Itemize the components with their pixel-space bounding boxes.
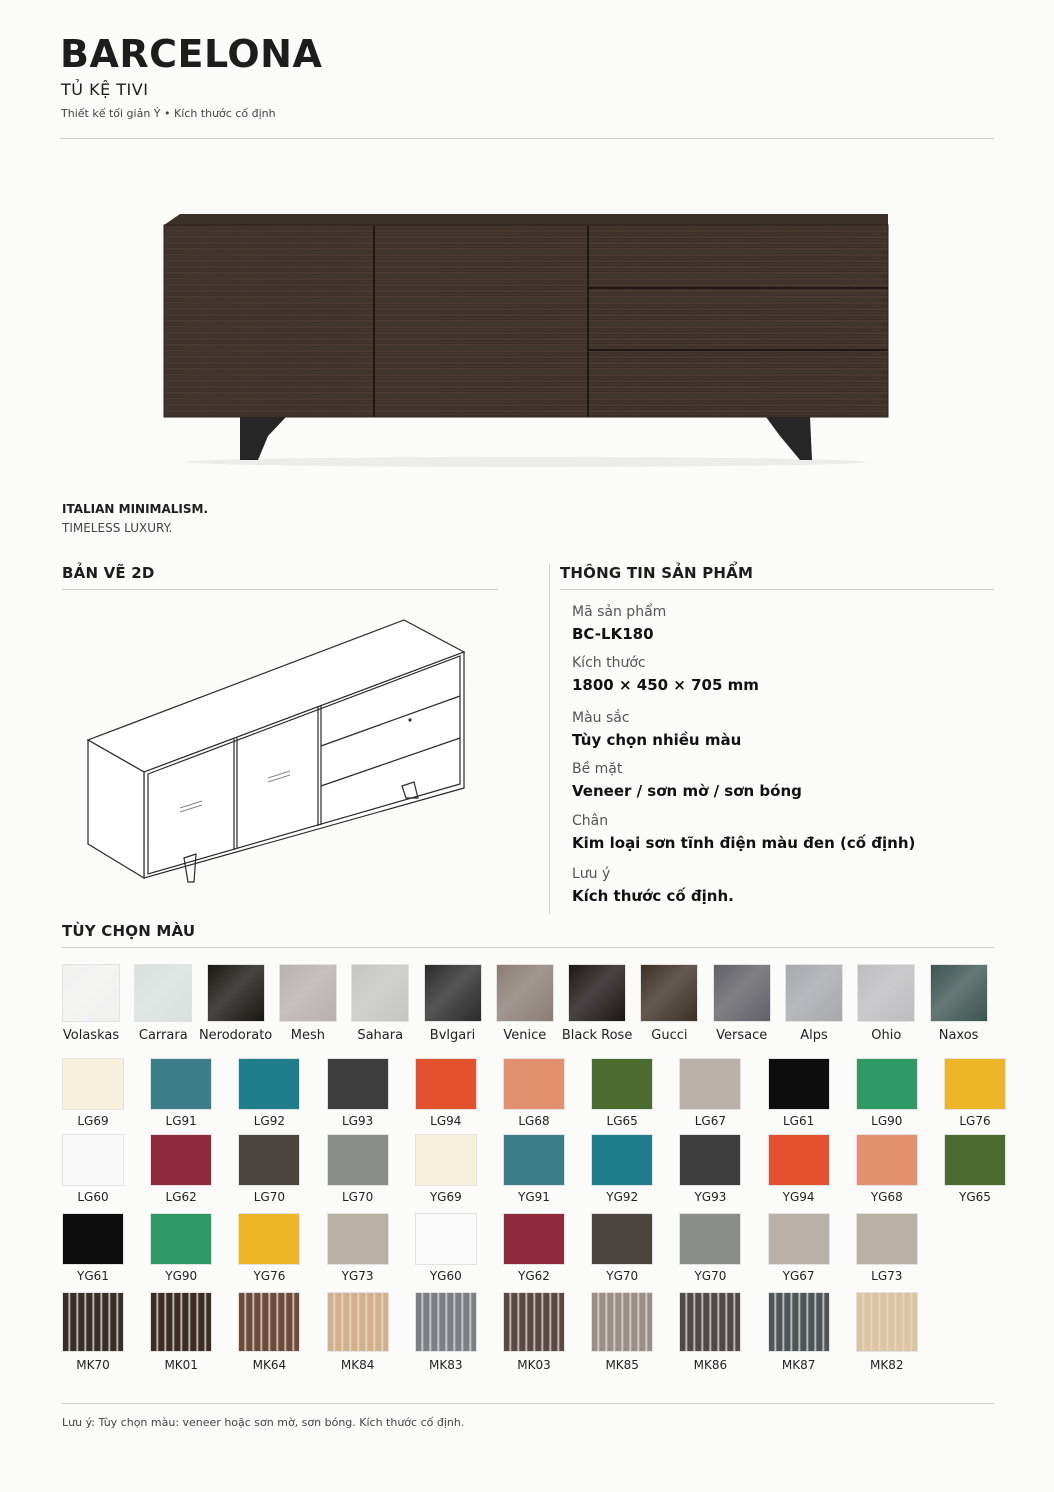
- color-code-label: YG61: [77, 1269, 109, 1283]
- header-divider: [60, 138, 994, 139]
- color-swatch[interactable]: [591, 1058, 653, 1110]
- color-swatch[interactable]: [679, 1292, 741, 1352]
- color-swatch[interactable]: [679, 1134, 741, 1186]
- color-swatch[interactable]: [238, 1134, 300, 1186]
- color-code-label: LG93: [341, 1114, 374, 1128]
- slogan-line-1: ITALIAN MINIMALISM.: [62, 502, 209, 516]
- color-swatch[interactable]: [503, 1292, 565, 1352]
- color-swatch[interactable]: [503, 1134, 565, 1186]
- color-swatch[interactable]: [327, 1134, 389, 1186]
- color-code-label: YG69: [429, 1190, 462, 1204]
- color-code-label: MK64: [252, 1358, 287, 1372]
- color-code-label: LG73: [871, 1269, 903, 1283]
- color-code-label: MK85: [605, 1358, 639, 1372]
- marble-swatch[interactable]: [496, 964, 554, 1022]
- color-code-label: LG62: [165, 1190, 197, 1204]
- marble-swatch[interactable]: [134, 964, 192, 1022]
- color-code-label: MK84: [340, 1358, 375, 1372]
- color-code-label: YG70: [606, 1269, 639, 1283]
- marble-swatch[interactable]: [424, 964, 482, 1022]
- color-swatch[interactable]: [415, 1213, 477, 1265]
- color-swatch[interactable]: [62, 1292, 124, 1352]
- color-code-label: YG94: [782, 1190, 815, 1204]
- color-swatch[interactable]: [679, 1213, 741, 1265]
- marble-swatch[interactable]: [857, 964, 915, 1022]
- product-title: BARCELONA: [60, 32, 323, 76]
- color-code-label: YG62: [518, 1269, 550, 1283]
- color-code-label: YG67: [782, 1269, 815, 1283]
- spec-label-surface: Bề mặt: [572, 761, 623, 777]
- color-code-label: MK82: [870, 1358, 904, 1372]
- color-swatch[interactable]: [944, 1134, 1006, 1186]
- color-swatch[interactable]: [415, 1292, 477, 1352]
- color-swatch[interactable]: [856, 1213, 918, 1265]
- color-code-label: LG69: [77, 1114, 109, 1128]
- color-swatch[interactable]: [415, 1058, 477, 1110]
- spec-value-size: 1800 × 450 × 705 mm: [572, 676, 759, 694]
- color-swatch[interactable]: [327, 1292, 389, 1352]
- color-code-label: LG60: [77, 1190, 109, 1204]
- marble-label: Sahara: [357, 1028, 404, 1043]
- drawing-heading: BẢN VẼ 2D: [62, 564, 155, 582]
- color-swatch[interactable]: [591, 1292, 653, 1352]
- color-swatch[interactable]: [62, 1058, 124, 1110]
- color-code-label: MK03: [517, 1358, 551, 1372]
- slogan-line-2: TIMELESS LUXURY.: [62, 521, 173, 535]
- color-swatch[interactable]: [150, 1213, 212, 1265]
- color-swatch[interactable]: [238, 1058, 300, 1110]
- color-swatch[interactable]: [768, 1292, 830, 1352]
- spec-label-code: Mã sản phẩm: [572, 604, 667, 620]
- color-code-label: YG68: [870, 1190, 903, 1204]
- marble-swatch[interactable]: [713, 964, 771, 1022]
- marble-label: Ohio: [871, 1028, 902, 1043]
- color-swatch[interactable]: [327, 1213, 389, 1265]
- color-code-label: LG92: [253, 1114, 286, 1128]
- color-code-label: YG92: [606, 1190, 639, 1204]
- spec-label-color: Màu sắc: [572, 710, 630, 726]
- marble-label: Volaskas: [62, 1028, 120, 1043]
- marble-swatch[interactable]: [351, 964, 409, 1022]
- color-code-label: YG73: [341, 1269, 374, 1283]
- color-swatch[interactable]: [415, 1134, 477, 1186]
- color-code-label: YG91: [518, 1190, 550, 1204]
- color-code-label: LG91: [165, 1114, 197, 1128]
- color-code-label: LG90: [871, 1114, 903, 1128]
- color-swatch[interactable]: [591, 1134, 653, 1186]
- color-code-label: YG60: [429, 1269, 462, 1283]
- color-swatch[interactable]: [327, 1058, 389, 1110]
- marble-label: Naxos: [938, 1028, 979, 1043]
- color-swatch[interactable]: [150, 1292, 212, 1352]
- color-swatch[interactable]: [591, 1213, 653, 1265]
- spec-label-note: Lưu ý: [572, 866, 611, 882]
- color-swatch[interactable]: [856, 1058, 918, 1110]
- color-swatch[interactable]: [768, 1213, 830, 1265]
- spec-value-color: Tùy chọn nhiều màu: [572, 731, 742, 749]
- color-code-label: MK70: [76, 1358, 110, 1372]
- color-code-label: LG70: [253, 1190, 286, 1204]
- footer-divider: [62, 1403, 994, 1404]
- marble-swatch[interactable]: [568, 964, 626, 1022]
- color-swatch[interactable]: [856, 1292, 918, 1352]
- spec-value-code: BC-LK180: [572, 625, 654, 643]
- color-swatch[interactable]: [679, 1058, 741, 1110]
- color-swatch[interactable]: [238, 1292, 300, 1352]
- color-swatch[interactable]: [944, 1058, 1006, 1110]
- color-swatch[interactable]: [150, 1058, 212, 1110]
- marble-swatch[interactable]: [279, 964, 337, 1022]
- color-code-label: YG65: [959, 1190, 991, 1204]
- marble-swatch[interactable]: [207, 964, 265, 1022]
- technical-drawing: [84, 612, 474, 892]
- column-divider: [549, 564, 550, 914]
- colors-heading: TÙY CHỌN MÀU: [62, 922, 196, 940]
- drawing-divider: [62, 589, 498, 590]
- marble-label: Venice: [503, 1028, 547, 1043]
- color-swatch[interactable]: [62, 1213, 124, 1265]
- color-swatch[interactable]: [503, 1058, 565, 1110]
- marble-label: Bvlgari: [429, 1028, 476, 1043]
- product-image: [150, 200, 910, 470]
- color-code-label: MK01: [164, 1358, 198, 1372]
- color-code-label: MK83: [429, 1358, 463, 1372]
- color-swatch[interactable]: [503, 1213, 565, 1265]
- color-code-label: YG90: [165, 1269, 198, 1283]
- color-code-label: LG70: [341, 1190, 374, 1204]
- color-code-label: LG61: [782, 1114, 815, 1128]
- marble-label: Nerodorato: [198, 1028, 273, 1043]
- footer-note: Lưu ý: Tùy chọn màu: veneer hoặc sơn mờ, sơn bóng. Kích thước cố định.: [62, 1416, 465, 1429]
- tagline: Thiết kế tối giản Ý • Kích thước cố định: [61, 107, 276, 120]
- color-code-label: MK86: [693, 1358, 728, 1372]
- marble-label: Carrara: [138, 1028, 188, 1043]
- color-code-label: LG67: [694, 1114, 727, 1128]
- spec-value-surface: Veneer / sơn mờ / sơn bóng: [572, 782, 802, 800]
- color-swatch[interactable]: [150, 1134, 212, 1186]
- color-swatch[interactable]: [62, 1134, 124, 1186]
- marble-label: Alps: [800, 1028, 828, 1043]
- color-swatch[interactable]: [768, 1134, 830, 1186]
- color-code-label: YG93: [694, 1190, 727, 1204]
- marble-label: Versace: [716, 1028, 768, 1043]
- color-code-label: LG94: [430, 1114, 462, 1128]
- marble-swatch[interactable]: [930, 964, 988, 1022]
- color-swatch[interactable]: [856, 1134, 918, 1186]
- color-code-label: MK87: [781, 1358, 816, 1372]
- spec-label-legs: Chân: [572, 813, 609, 829]
- color-code-label: LG68: [518, 1114, 550, 1128]
- spec-value-note: Kích thước cố định.: [572, 887, 734, 905]
- spec-value-legs: Kim loại sơn tĩnh điện màu đen (cố định): [572, 834, 916, 852]
- specs-divider: [560, 589, 994, 590]
- marble-swatch[interactable]: [785, 964, 843, 1022]
- spec-label-size: Kích thước: [572, 655, 646, 671]
- color-code-label: YG76: [253, 1269, 286, 1283]
- color-swatch[interactable]: [238, 1213, 300, 1265]
- color-code-label: LG65: [606, 1114, 638, 1128]
- marble-label: Black Rose: [561, 1028, 633, 1043]
- marble-swatch[interactable]: [640, 964, 698, 1022]
- marble-label: Gucci: [651, 1028, 688, 1043]
- marble-swatch[interactable]: [62, 964, 120, 1022]
- product-subtitle: TỦ KỆ TIVI: [61, 80, 149, 99]
- marble-label: Mesh: [290, 1028, 325, 1043]
- color-swatch[interactable]: [768, 1058, 830, 1110]
- specs-heading: THÔNG TIN SẢN PHẨM: [560, 564, 754, 582]
- color-code-label: YG70: [694, 1269, 727, 1283]
- color-code-label: LG76: [959, 1114, 991, 1128]
- colors-divider: [62, 947, 994, 948]
